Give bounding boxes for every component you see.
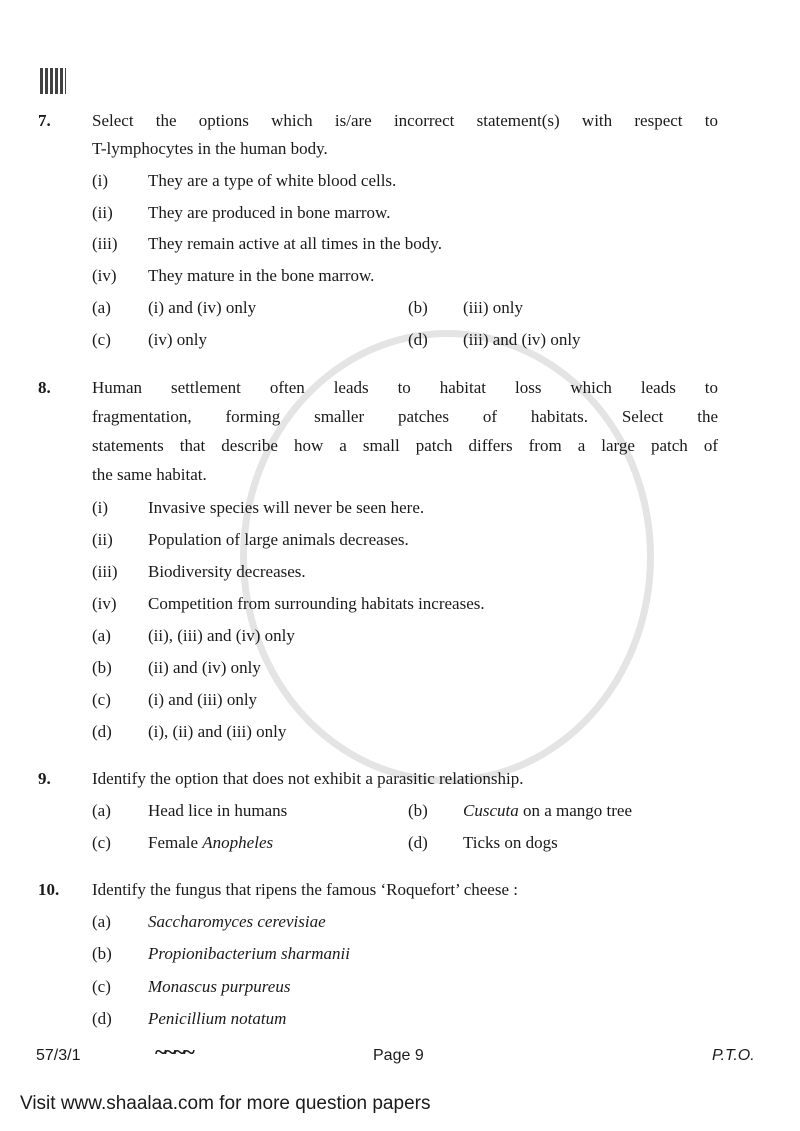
option-text: (ii), (iii) and (iv) only	[148, 626, 295, 645]
option-label: (d)	[408, 833, 428, 852]
page-number: Page 9	[373, 1047, 424, 1064]
statement-text: Invasive species will never be seen here.	[148, 498, 425, 517]
question-number: 10.	[38, 880, 60, 899]
option-text: (iii) and (iv) only	[463, 330, 581, 349]
option-label: (a)	[92, 801, 111, 820]
option-label: (a)	[92, 626, 111, 645]
option-label: (a)	[92, 298, 111, 317]
watermark-logo	[240, 330, 654, 784]
visit-link[interactable]: Visit www.shaalaa.com for more question papers	[20, 1093, 431, 1114]
option-text: Head lice in humans	[148, 801, 288, 820]
option-text: (i) and (iv) only	[148, 298, 257, 317]
question-text: Identify the fungus that ripens the famous ‘Roquefort’ cheese :	[92, 880, 518, 899]
question-text: T-lymphocytes in the human body.	[92, 139, 328, 158]
option-label: (c)	[92, 977, 111, 996]
statement-label: (ii)	[92, 203, 113, 222]
option-text	[463, 801, 632, 821]
option-label: (d)	[92, 722, 112, 741]
wave-mark: ~~~~	[155, 1039, 193, 1064]
option-text: (iii) only	[463, 298, 523, 317]
statement-label: (iii)	[92, 234, 118, 253]
statement-text: Competition from surrounding habitats increases.	[148, 594, 485, 613]
statement-text: Population of large animals decreases.	[148, 530, 409, 549]
statement-label: (iv)	[92, 594, 117, 613]
option-label: (d)	[92, 1009, 112, 1028]
species-name: Cuscuta	[463, 801, 519, 820]
option-text: Monascus purpureus	[148, 977, 291, 996]
option-label: (b)	[92, 944, 112, 963]
option-text: (i) and (iii) only	[148, 690, 258, 709]
option-text: Propionibacterium sharmanii	[148, 944, 350, 963]
statement-text: They mature in the bone marrow.	[148, 266, 375, 285]
option-text: (ii) and (iv) only	[148, 658, 261, 677]
statement-label: (iii)	[92, 562, 118, 581]
paper-code: 57/3/1	[36, 1047, 81, 1064]
qr-code-icon	[40, 68, 66, 94]
option-text: Penicillium notatum	[148, 1009, 287, 1028]
species-name: Anopheles	[202, 833, 274, 852]
question-number: 7.	[38, 111, 51, 130]
statement-label: (iv)	[92, 266, 117, 285]
statement-label: (i)	[92, 498, 109, 517]
option-text: (i), (ii) and (iii) only	[148, 722, 287, 741]
question-text: fragmentation, forming smaller patches of habitats. Select the	[92, 407, 718, 426]
option-label: (d)	[408, 330, 428, 349]
question-number: 9.	[38, 769, 51, 788]
statement-label: (i)	[92, 171, 109, 190]
option-text: Saccharomyces cerevisiae	[148, 912, 326, 931]
statement-text: They remain active at all times in the body.	[148, 234, 442, 253]
option-label: (c)	[92, 330, 111, 349]
pto-label: P.T.O.	[712, 1047, 755, 1064]
question-text: statements that describe how a small patch differs from a large patch of	[92, 436, 718, 455]
question-text: Select the options which is/are incorrect statement(s) with respect to	[92, 111, 718, 130]
statement-label: (ii)	[92, 530, 113, 549]
option-label: (b)	[408, 801, 428, 820]
option-label: (b)	[92, 658, 112, 677]
option-label: (c)	[92, 690, 111, 709]
statement-text: Biodiversity decreases.	[148, 562, 306, 581]
statement-text: They are produced in bone marrow.	[148, 203, 391, 222]
option-label: (b)	[408, 298, 428, 317]
option-text-prefix: Female	[148, 833, 203, 852]
question-text: Human settlement often leads to habitat loss which leads to	[92, 378, 718, 397]
option-text	[148, 833, 273, 853]
question-text: the same habitat.	[92, 465, 207, 484]
option-label: (c)	[92, 833, 111, 852]
option-label: (a)	[92, 912, 111, 931]
option-text-rest: on a mango tree	[518, 801, 633, 820]
statement-text: They are a type of white blood cells.	[148, 171, 397, 190]
option-text: Ticks on dogs	[463, 833, 558, 852]
question-text: Identify the option that does not exhibit a parasitic relationship.	[92, 769, 524, 788]
option-text: (iv) only	[148, 330, 208, 349]
question-number: 8.	[38, 378, 51, 397]
